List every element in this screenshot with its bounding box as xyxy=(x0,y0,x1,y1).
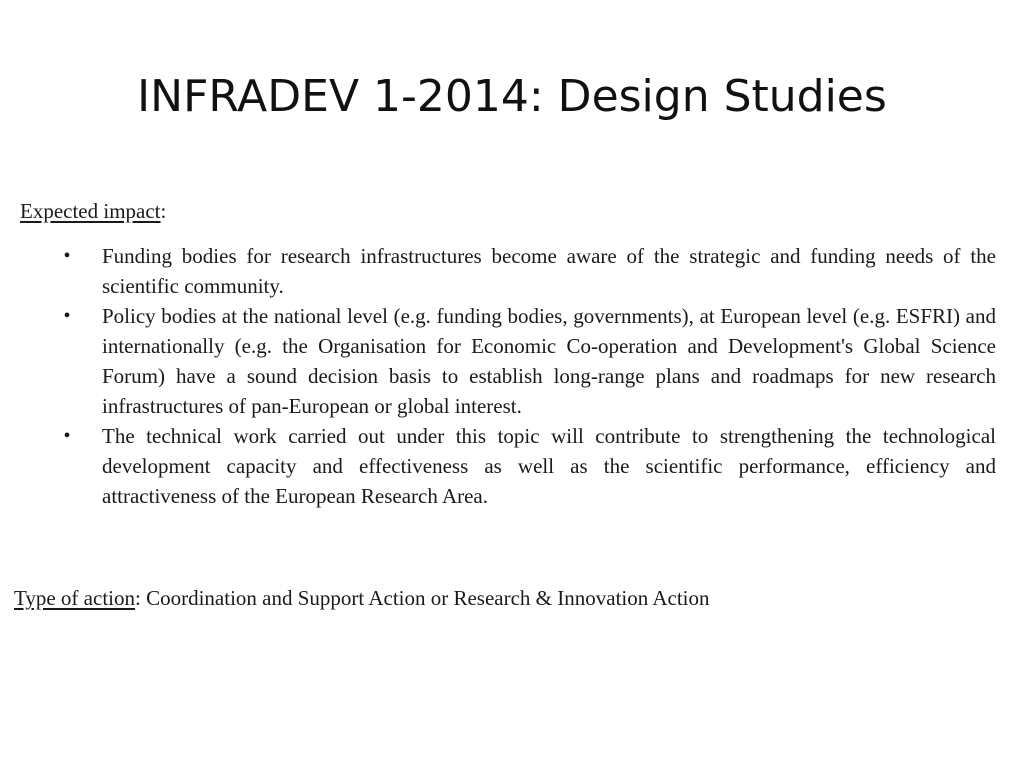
expected-impact-label: Expected impact xyxy=(20,199,161,223)
impact-bullet-text: The technical work carried out under this topic will contribute to strengthening the technological development capacity and effectiveness as well as the scientific performance, efficiency and attractiveness of the European Research Area. xyxy=(102,424,996,508)
impact-bullet-item xyxy=(60,301,996,421)
expected-impact-list xyxy=(60,241,996,511)
bullet-dot-icon: • xyxy=(63,245,71,267)
expected-impact-colon: : xyxy=(160,199,167,223)
impact-bullet-text: Funding bodies for research infrastructures become aware of the strategic and funding needs of the scientific community. xyxy=(102,244,996,298)
expected-impact-heading xyxy=(20,197,166,225)
type-of-action-value: : Coordination and Support Action or Research & Innovation Action xyxy=(135,586,710,610)
slide-title: INFRADEV 1-2014: Design Studies xyxy=(137,71,887,122)
impact-bullet-item xyxy=(60,421,996,511)
type-of-action-label: Type of action xyxy=(14,586,135,610)
bullet-dot-icon: • xyxy=(63,305,71,327)
impact-bullet-text: Policy bodies at the national level (e.g. funding bodies, governments), at European level (e.g. ESFRI) and internationally (e.g. the Organisation for Economic Co-operation and Development's Global Science Forum) have a sound decision basis to establish long-range plans and roadmaps for new research infrastructures of pan-European or global interest. xyxy=(102,304,996,418)
impact-bullet-item xyxy=(60,241,996,301)
bullet-dot-icon: • xyxy=(63,425,71,447)
type-of-action-line xyxy=(14,584,710,612)
